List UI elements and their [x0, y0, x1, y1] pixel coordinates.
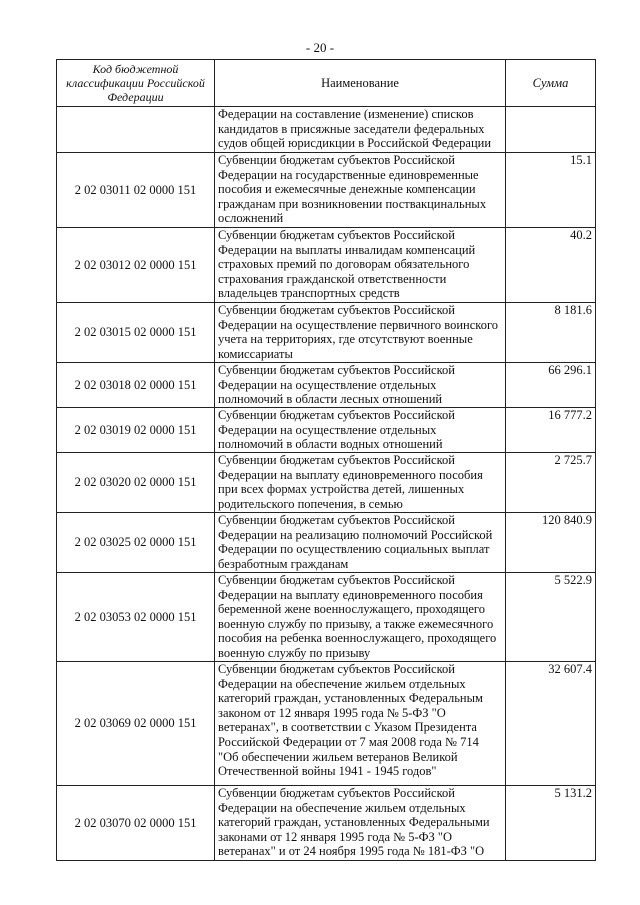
table-row	[57, 228, 596, 303]
table-header-row	[57, 60, 596, 107]
code-cell: 2 02 03070 02 0000 151	[57, 786, 215, 861]
code-cell: 2 02 03053 02 0000 151	[57, 573, 215, 662]
table-row	[57, 513, 596, 573]
sum-cell: 5 522.9	[506, 573, 596, 662]
name-cell: Субвенции бюджетам субъектов Российской Федерации на выплаты инвалидам компенсаций страховых премий по договорам обязательного страхования гражданской ответственности владельцев транспортных средств	[215, 228, 506, 303]
name-cell: Субвенции бюджетам субъектов Российской Федерации на обеспечение жильем отдельных категорий граждан, установленных Федеральным законом от 12 января 1995 года № 5-ФЗ "О ветеранах", в соответствии с Указом Президента Российской Федерации от 7 мая 2008 года № 714 "Об обеспечении жильем ветеранов Великой Отечественной войны 1941 - 1945 годов"	[215, 662, 506, 786]
table-row	[57, 573, 596, 662]
code-cell: 2 02 03018 02 0000 151	[57, 363, 215, 408]
name-cell: Субвенции бюджетам субъектов Российской Федерации на осуществление отдельных полномочий в области водных отношений	[215, 408, 506, 453]
name-cell: Федерации на составление (изменение) списков кандидатов в присяжные заседатели федеральных судов общей юрисдикции в Российской Федерации	[215, 107, 506, 153]
sum-cell: 32 607.4	[506, 662, 596, 786]
table-row	[57, 408, 596, 453]
sum-cell: 2 725.7	[506, 453, 596, 513]
table-row	[57, 303, 596, 363]
column-header-sum: Сумма	[506, 60, 596, 107]
code-cell: 2 02 03019 02 0000 151	[57, 408, 215, 453]
table-row	[57, 662, 596, 786]
sum-cell: 5 131.2	[506, 786, 596, 861]
table-row	[57, 453, 596, 513]
table-row	[57, 363, 596, 408]
code-cell: 2 02 03011 02 0000 151	[57, 153, 215, 228]
name-cell: Субвенции бюджетам субъектов Российской Федерации на реализацию полномочий Российской Федерации по осуществлению социальных выплат безработным гражданам	[215, 513, 506, 573]
name-cell: Субвенции бюджетам субъектов Российской Федерации на выплату единовременного пособия беременной жене военнослужащего, проходящего военную службу по призыву, а также ежемесячного пособия на ребенка военнослужащего, проходящего военную службу по призыву	[215, 573, 506, 662]
code-cell: 2 02 03015 02 0000 151	[57, 303, 215, 363]
sum-cell	[506, 107, 596, 153]
name-cell: Субвенции бюджетам субъектов Российской Федерации на выплату единовременного пособия при всех формах устройства детей, лишенных родительского попечения, в семью	[215, 453, 506, 513]
table-row	[57, 107, 596, 153]
sum-cell: 15.1	[506, 153, 596, 228]
sum-cell: 120 840.9	[506, 513, 596, 573]
sum-cell: 8 181.6	[506, 303, 596, 363]
name-cell: Субвенции бюджетам субъектов Российской Федерации на государственные единовременные пособия и ежемесячные денежные компенсации гражданам при возникновении поствакцинальных осложнений	[215, 153, 506, 228]
code-cell: 2 02 03025 02 0000 151	[57, 513, 215, 573]
sum-cell: 16 777.2	[506, 408, 596, 453]
name-cell: Субвенции бюджетам субъектов Российской Федерации на обеспечение жильем отдельных категорий граждан, установленных Федеральными законами от 12 января 1995 года № 5-ФЗ "О ветеранах" и от 24 ноября 1995 года № 181-ФЗ "О	[215, 786, 506, 861]
table-row	[57, 786, 596, 861]
sum-cell: 66 296.1	[506, 363, 596, 408]
code-cell: 2 02 03069 02 0000 151	[57, 662, 215, 786]
budget-table	[56, 59, 596, 861]
name-cell: Субвенции бюджетам субъектов Российской Федерации на осуществление первичного воинского учета на территориях, где отсутствуют военные комиссариаты	[215, 303, 506, 363]
table-row	[57, 153, 596, 228]
column-header-name: Наименование	[215, 60, 506, 107]
name-cell: Субвенции бюджетам субъектов Российской Федерации на осуществление отдельных полномочий в области лесных отношений	[215, 363, 506, 408]
page-number: - 20 -	[305, 40, 335, 55]
code-cell: 2 02 03020 02 0000 151	[57, 453, 215, 513]
column-header-code: Код бюджетной классификации Российской Федерации	[57, 60, 215, 107]
code-cell: 2 02 03012 02 0000 151	[57, 228, 215, 303]
sum-cell: 40.2	[506, 228, 596, 303]
code-cell	[57, 107, 215, 153]
